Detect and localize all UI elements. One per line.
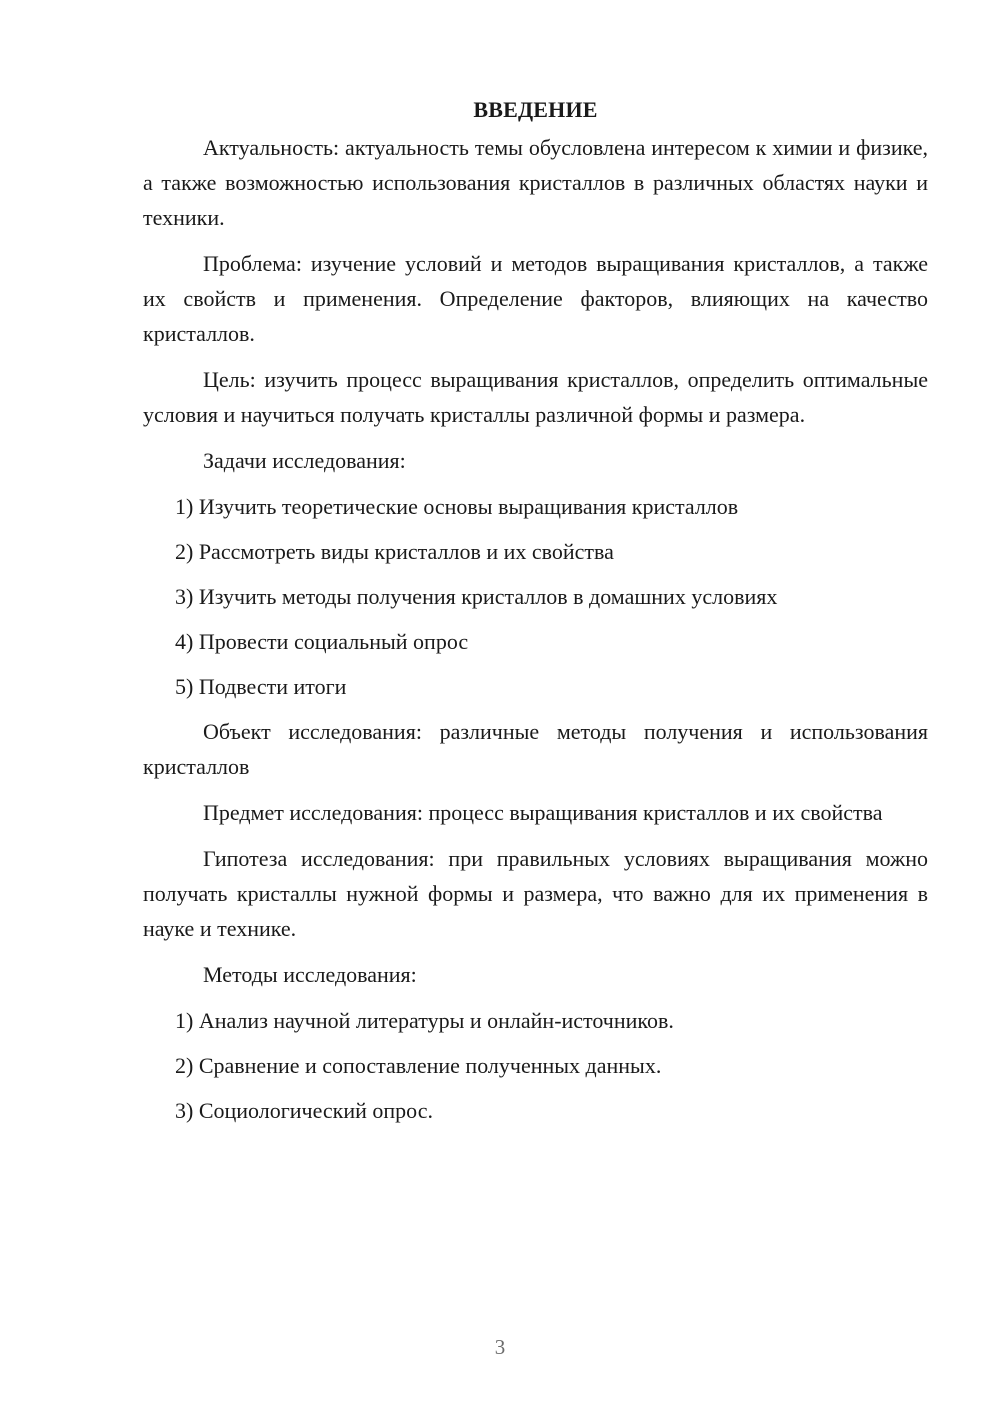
list-item: 2) Рассмотреть виды кристаллов и их свойства <box>175 539 614 564</box>
tasks-list <box>143 489 928 704</box>
tasks-heading: Задачи исследования: <box>203 448 406 473</box>
list-item: 2) Сравнение и сопоставление полученных данных. <box>175 1053 662 1078</box>
methods-list <box>143 1003 928 1128</box>
hypothesis-paragraph: Гипотеза исследования: при правильных условиях выращивания можно получать кристаллы нужной формы и размера, что важно для их применения в науке и технике. <box>143 846 928 941</box>
list-item: 3) Социологический опрос. <box>175 1098 433 1123</box>
list-item: 4) Провести социальный опрос <box>175 629 469 654</box>
section-title: ВВЕДЕНИЕ <box>473 97 598 122</box>
list-item: 1) Анализ научной литературы и онлайн-источников. <box>175 1008 674 1033</box>
relevance-paragraph: Актуальность: актуальность темы обусловлена интересом к химии и физике, а также возможностью использования кристаллов в различных областях науки и техники. <box>143 135 928 230</box>
page-number: 3 <box>494 1335 506 1359</box>
subject-paragraph: Предмет исследования: процесс выращивания кристаллов и их свойства <box>203 800 883 825</box>
list-item: 3) Изучить методы получения кристаллов в домашних условиях <box>175 584 778 609</box>
list-item: 1) Изучить теоретические основы выращивания кристаллов <box>175 494 739 519</box>
problem-paragraph: Проблема: изучение условий и методов выращивания кристаллов, а также их свойств и применения. Определение факторов, влияющих на качество кристаллов. <box>143 251 928 346</box>
list-item: 5) Подвести итоги <box>175 674 347 699</box>
methods-heading: Методы исследования: <box>203 962 417 987</box>
goal-paragraph: Цель: изучить процесс выращивания кристаллов, определить оптимальные условия и научиться получать кристаллы различной формы и размера. <box>143 367 928 427</box>
object-paragraph: Объект исследования: различные методы получения и использования кристаллов <box>143 719 928 779</box>
document-page <box>143 92 928 1138</box>
